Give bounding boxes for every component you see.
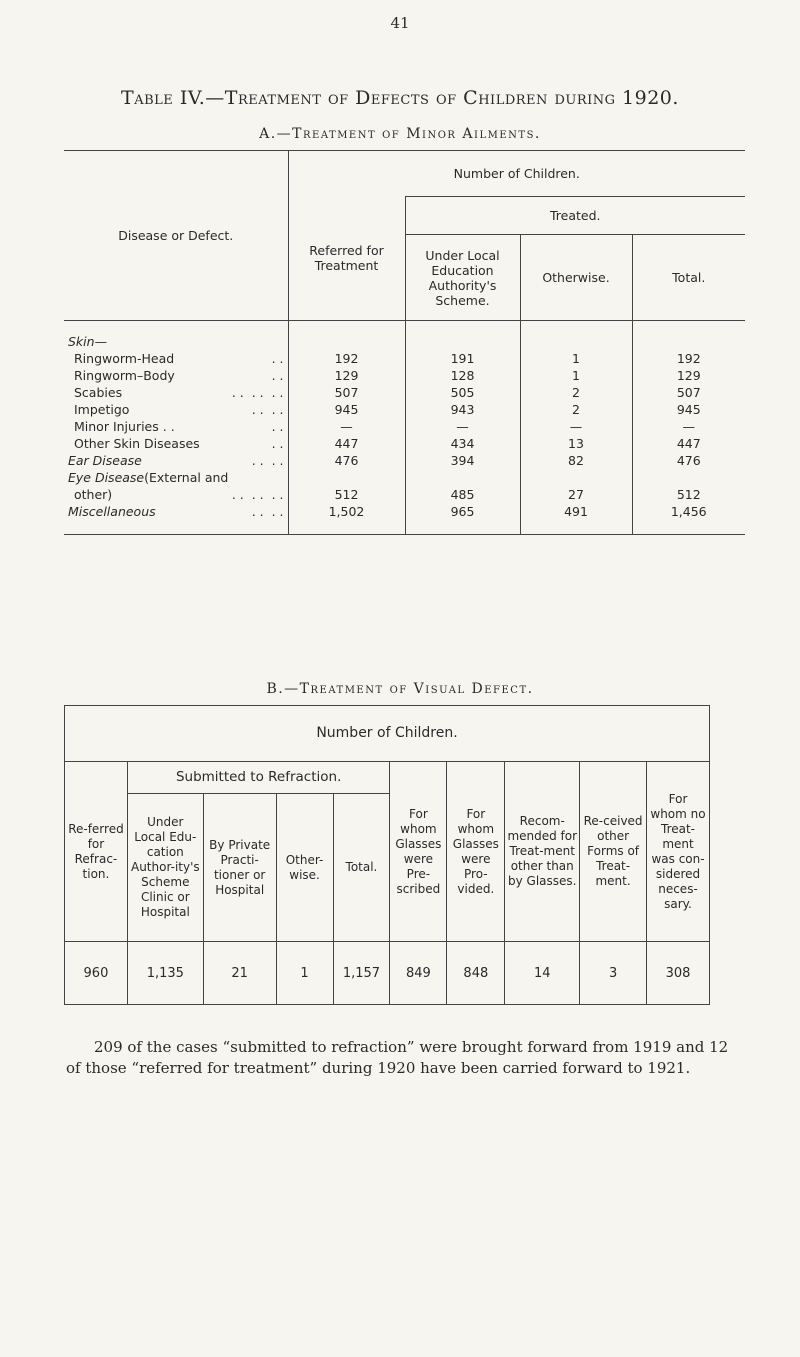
- row-label: Other Skin Diseases: [74, 436, 200, 451]
- table-row: Ringworm-Head . . 192 191 1 192: [64, 350, 745, 367]
- header-disease: Disease or Defect.: [64, 151, 288, 321]
- page-title: Table IV.—Treatment of Defects of Children during 1920.: [121, 87, 679, 109]
- header-total: Total.: [632, 235, 745, 321]
- header-otherwise: Otherwise.: [520, 235, 632, 321]
- table-row: Impetigo . . . . 945 943 2 945: [64, 401, 745, 418]
- header-under-local-authority: Under Local Education Authority's Scheme.: [405, 235, 520, 321]
- table-row: Miscellaneous . . . . 1,502 965 491 1,456: [64, 503, 745, 535]
- row-label: Ear Disease: [68, 453, 142, 468]
- header-referred: Referred for Treatment: [288, 197, 405, 321]
- row-label: Minor Injuries: [74, 419, 159, 434]
- visual-defect-table: [64, 705, 710, 1005]
- header-treated: Treated.: [405, 197, 745, 235]
- table-row: 960 1,135 21 1 1,157 849 848 14 3 308: [65, 942, 710, 1005]
- header-received-other-treatment: Re-ceived other Forms of Treat-ment.: [580, 762, 647, 942]
- row-label: Scabies: [74, 385, 123, 400]
- row-label: Miscellaneous: [68, 504, 156, 519]
- header-glasses-provided: For whom Glasses were Pro-vided.: [447, 762, 505, 942]
- table-row: Scabies . . . . . . 507 505 2 507: [64, 384, 745, 401]
- header-no-treatment-necessary: For whom no Treat-ment was con-sidered neces-sary.: [647, 762, 710, 942]
- header-number-of-children: Number of Children.: [288, 151, 745, 197]
- table-row: Other Skin Diseases . . 447 434 13 447: [64, 435, 745, 452]
- row-label: Ringworm-Head: [74, 351, 175, 366]
- header-referred-for-refraction: Re-ferred for Refrac-tion.: [65, 762, 128, 942]
- table-row: Ear Disease . . . . 476 394 82 476: [64, 452, 745, 469]
- table-row: Ringworm–Body . . 129 128 1 129: [64, 367, 745, 384]
- minor-ailments-table: [64, 150, 745, 535]
- section-skin-label: Skin—: [68, 334, 108, 349]
- row-label: Impetigo: [74, 402, 130, 417]
- header-total-b: Total.: [333, 794, 390, 942]
- header-private-practitioner: By Private Practi-tioner or Hospital: [203, 794, 276, 942]
- header-recommended-other-treatment: Recom-mended for Treat-ment other than by Glasses.: [505, 762, 580, 942]
- header-glasses-prescribed: For whom Glasses were Pre-scribed: [390, 762, 447, 942]
- table-row: Minor Injuries . . . . — — — —: [64, 418, 745, 435]
- header-number-of-children-b: Number of Children.: [65, 706, 710, 762]
- row-label: Ringworm–Body: [74, 368, 175, 383]
- table-a-subtitle: A.—Treatment of Minor Ailments.: [259, 126, 541, 142]
- table-row: other) . . . . . . 512 485 27 512: [64, 486, 745, 503]
- page-number: 41: [390, 14, 410, 32]
- table-b-subtitle: B.—Treatment of Visual Defect.: [266, 681, 534, 697]
- header-submitted-to-refraction: Submitted to Refraction.: [127, 762, 390, 794]
- header-otherwise-b: Other-wise.: [276, 794, 333, 942]
- header-under-local-scheme: Under Local Edu-cation Author-ity's Scheme Clinic or Hospital: [127, 794, 203, 942]
- row-label: Eye Disease: [68, 470, 145, 485]
- footnote: 209 of the cases “submitted to refraction” were brought forward from 1919 and 12 of those “referred for treatment” during 1920 have been carried forward to 1921.: [66, 1038, 729, 1077]
- table-row: Eye Disease(External and: [64, 469, 745, 486]
